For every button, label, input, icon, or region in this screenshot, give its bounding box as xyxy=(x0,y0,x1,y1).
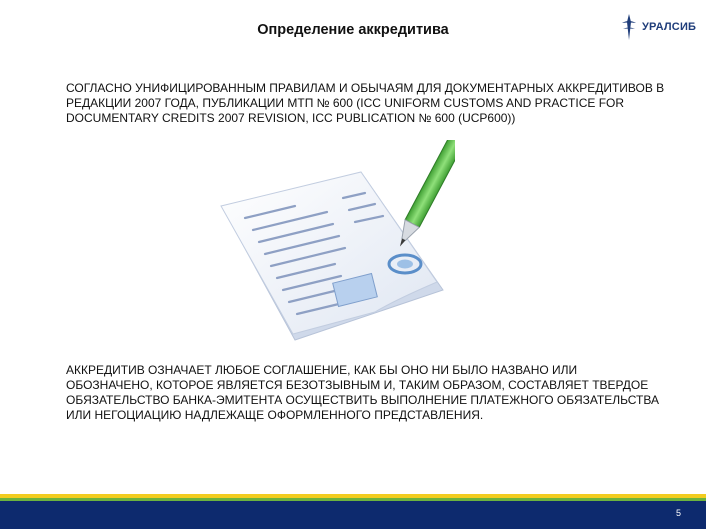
footer-bar xyxy=(0,501,706,529)
ucp600-reference-paragraph: СОГЛАСНО УНИФИЦИРОВАННЫМ ПРАВИЛАМ И ОБЫЧАЯМ ДЛЯ ДОКУМЕНТАРНЫХ АККРЕДИТИВОВ В РЕДАКЦИИ 2007 ГОДА, ПУБЛИКАЦИИ МТП № 600 (ICC UNIFORM CUSTOMS AND PRACTICE FOR DOCUMENTARY CREDITS 2007 REVISION, ICC PUBLICATION № 600 (UCP600)) xyxy=(66,81,665,125)
uralsib-logo-icon xyxy=(620,13,638,41)
page-number: 5 xyxy=(675,508,681,518)
letter-of-credit-definition-paragraph: АККРЕДИТИВ ОЗНАЧАЕТ ЛЮБОЕ СОГЛАШЕНИЕ, КАК БЫ ОНО НИ БЫЛО НАЗВАНО ИЛИ ОБОЗНАЧЕНО, КОТОРОЕ ЯВЛЯЕТСЯ БЕЗОТЗЫВНЫМ И, ТАКИМ ОБРАЗОМ, СОСТАВЛЯЕТ ТВЕРДОЕ ОБЯЗАТЕЛЬСТВО БАНКА-ЭМИТЕНТА ОСУЩЕСТВИТЬ ВЫПОЛНЕНИЕ ПЛАТЕЖНОГО ОБЯЗАТЕЛЬСТВА ИЛИ НЕГОЦИАЦИЮ НАДЛЕЖАЩЕ ОФОРМЛЕННОГО ПРЕДСТАВЛЕНИЯ. xyxy=(66,363,659,422)
document-pen-illustration xyxy=(215,140,455,355)
uralsib-logo xyxy=(620,12,696,42)
slide-title: Определение аккредитива xyxy=(257,22,449,38)
logo-text: УРАЛСИБ xyxy=(642,21,697,33)
